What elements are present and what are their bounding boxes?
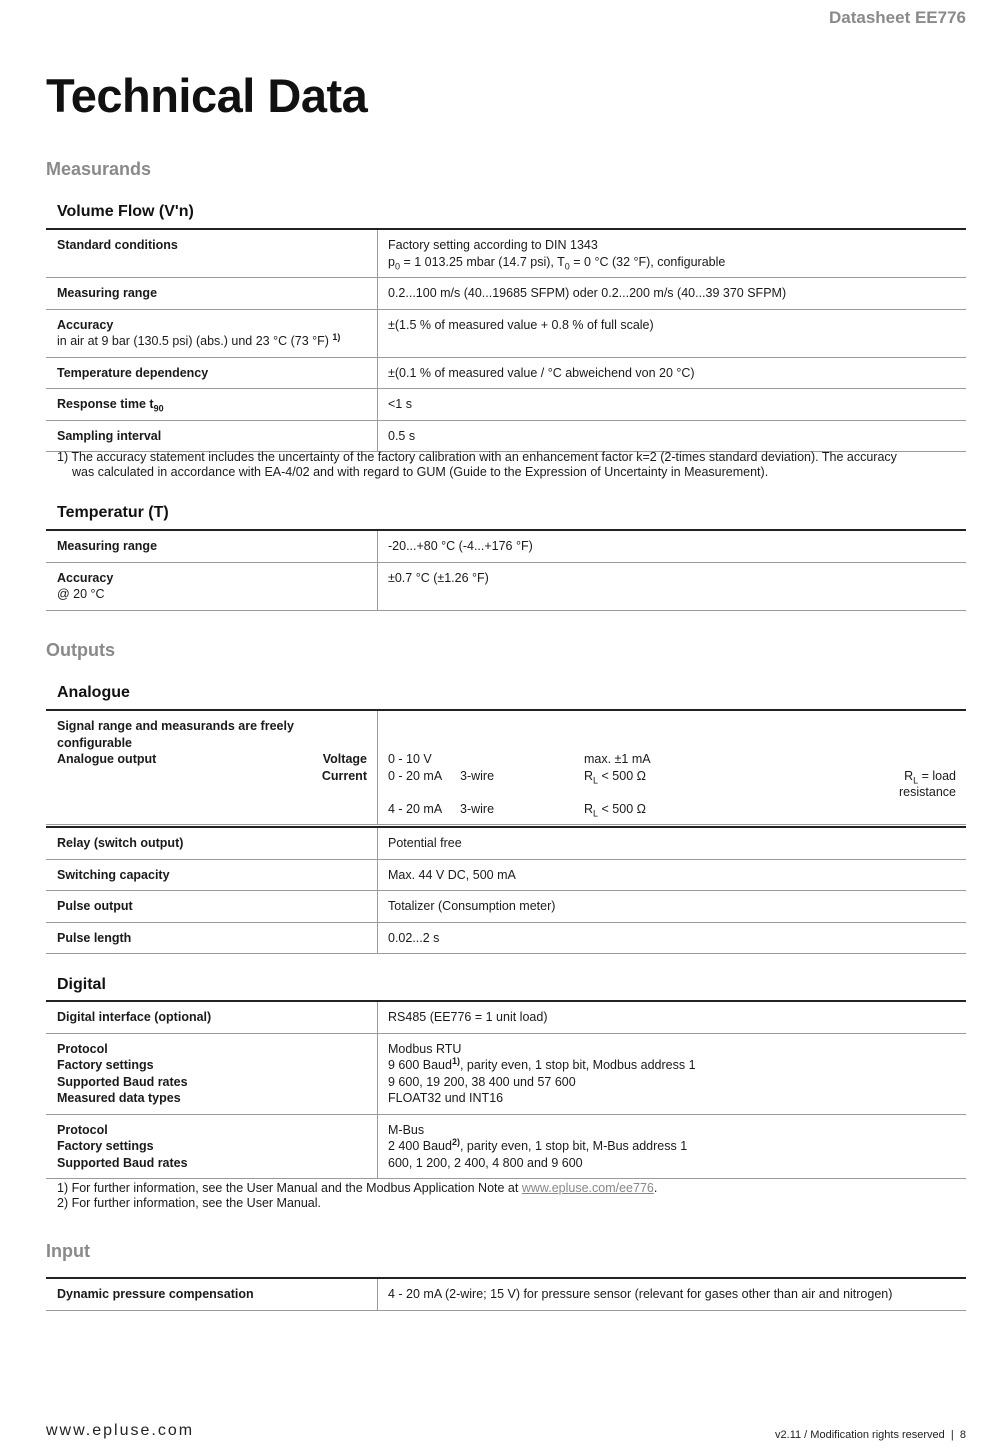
table-row (46, 389, 966, 421)
table-row (46, 358, 966, 390)
footnote-digital: 1) For further information, see the User Manual and the Modbus Application Note at www.epluse.com/ee776. 2) For further information, see the User Manual. (57, 1181, 658, 1210)
section-measurands: Measurands (46, 159, 152, 179)
table-row (46, 923, 966, 955)
subsection-volume-flow: Volume Flow (V'n) (57, 203, 194, 220)
table-row (46, 828, 966, 860)
digital-table (46, 1000, 966, 1179)
table-row (46, 891, 966, 923)
row-value: ±(0.1 % of measured value / °C abweichend von 20 °C) (388, 365, 695, 380)
subsection-temperature: Temperatur (T) (57, 504, 169, 521)
footer-version: v2.11 / Modification rights reserved | 8 (775, 1429, 966, 1441)
document-title: Datasheet EE776 (828, 8, 966, 27)
row-label: Protocol Factory settings Supported Baud rates (46, 1115, 378, 1179)
table-row (46, 310, 966, 358)
row-value: RS485 (EE776 = 1 unit load) (388, 1010, 548, 1024)
table-row (46, 230, 966, 278)
epluse-ee776-link[interactable]: www.epluse.com/ee776 (521, 1181, 654, 1195)
row-label: Temperature dependency (46, 358, 378, 389)
row-value: -20...+80 °C (-4...+176 °F) (388, 539, 533, 553)
row-label: Signal range and measurands are freely configurable Analogue output Voltage Current (46, 711, 378, 824)
row-value: Potential free (388, 836, 462, 850)
relay-table (46, 826, 966, 954)
row-value: 0.2...100 m/s (40...19685 SFPM) oder 0.2...200 m/s (40...39 370 SFPM) (388, 286, 787, 300)
table-row (46, 421, 966, 453)
volume-flow-table (46, 228, 966, 452)
footer-url[interactable]: www.epluse.com (46, 1422, 195, 1439)
row-value: 0.5 s (388, 428, 416, 443)
table-row (46, 1034, 966, 1115)
subsection-digital: Digital (57, 976, 106, 993)
row-label: Accuracy @ 20 °C (46, 563, 378, 610)
value-line: $p_0 = 1$ 013.25 mbar (14.7 psi), $T_0 = 0$ °C (32 °F), configurable (388, 254, 726, 271)
row-label: Response time $t_{90}$ (46, 389, 378, 420)
table-row (46, 531, 966, 563)
value-line: Factory setting according to DIN 1343 (388, 238, 598, 252)
row-value: 4 - 20 mA (2-wire; 15 V) for pressure sensor (relevant for gases other than air and nitrogen) (388, 1287, 893, 1301)
row-label: Standard conditions (46, 230, 378, 277)
section-input: Input (46, 1241, 90, 1261)
row-label: Measuring range (46, 278, 378, 309)
temperature-table (46, 529, 966, 611)
row-label: Digital interface (optional) (46, 1002, 378, 1033)
footnote-accuracy: 1) The accuracy statement includes the uncertainty of the factory calibration with an enhancement factor k=2 (2-times standard deviation). The accuracy was calculated in accordance with EA-4/02 and with regard to GUM (Guide to the Expression of Uncertainty in Measurement). (57, 450, 897, 479)
section-outputs: Outputs (46, 640, 115, 660)
input-table (46, 1277, 966, 1311)
row-label: Dynamic pressure compensation (46, 1279, 378, 1310)
subsection-analogue: Analogue (57, 684, 130, 701)
row-value: Modbus RTU 9 600 Baud$^{1)}$, parity even, 1 stop bit, Modbus address 1 9 600, 19 200, 38 400 und 57 600 FLOAT32 und INT16 (388, 1041, 696, 1105)
row-label: Accuracy in air at 9 bar (130.5 psi) (abs.) und 23 °C (73 °F) $^{1)}$ (46, 310, 378, 357)
analogue-table (46, 709, 966, 825)
row-label: Relay (switch output) (46, 828, 378, 859)
row-label: Measuring range (46, 531, 378, 562)
table-row (46, 860, 966, 892)
analogue-values: 0 - 10 V max. ±1 mA 0 - 20 mA 3-wire $R_L < 500$ Ω $R_L$ = load resistance 4 - 20 mA 3-wire $R_L < 500$ Ω (388, 752, 956, 818)
row-label: Protocol Factory settings Supported Baud rates Measured data types (46, 1034, 378, 1114)
table-row (46, 1279, 966, 1311)
row-value (378, 230, 966, 277)
row-value (378, 711, 966, 824)
row-label: Pulse length (46, 923, 378, 954)
row-value: 0.02...2 s (388, 930, 440, 945)
table-row (46, 1002, 966, 1034)
row-value: Totalizer (Consumption meter) (388, 899, 556, 913)
table-row (46, 1115, 966, 1180)
row-value: <1 s (388, 397, 412, 411)
page-title: Technical Data (46, 69, 368, 122)
table-row (46, 563, 966, 611)
row-value: M-Bus 2 400 Baud$^{2)}$, parity even, 1 stop bit, M-Bus address 1 600, 1 200, 2 400, 4 800 and 9 600 (388, 1122, 688, 1170)
row-value: ±(1.5 % of measured value + 0.8 % of full scale) (388, 317, 654, 332)
row-label: Sampling interval (46, 421, 378, 452)
row-value: Max. 44 V DC, 500 mA (388, 867, 516, 882)
row-label: Switching capacity (46, 860, 378, 891)
row-value: ±0.7 °C (±1.26 °F) (388, 570, 489, 585)
table-row (46, 711, 966, 825)
row-label: Pulse output (46, 891, 378, 922)
table-row (46, 278, 966, 310)
